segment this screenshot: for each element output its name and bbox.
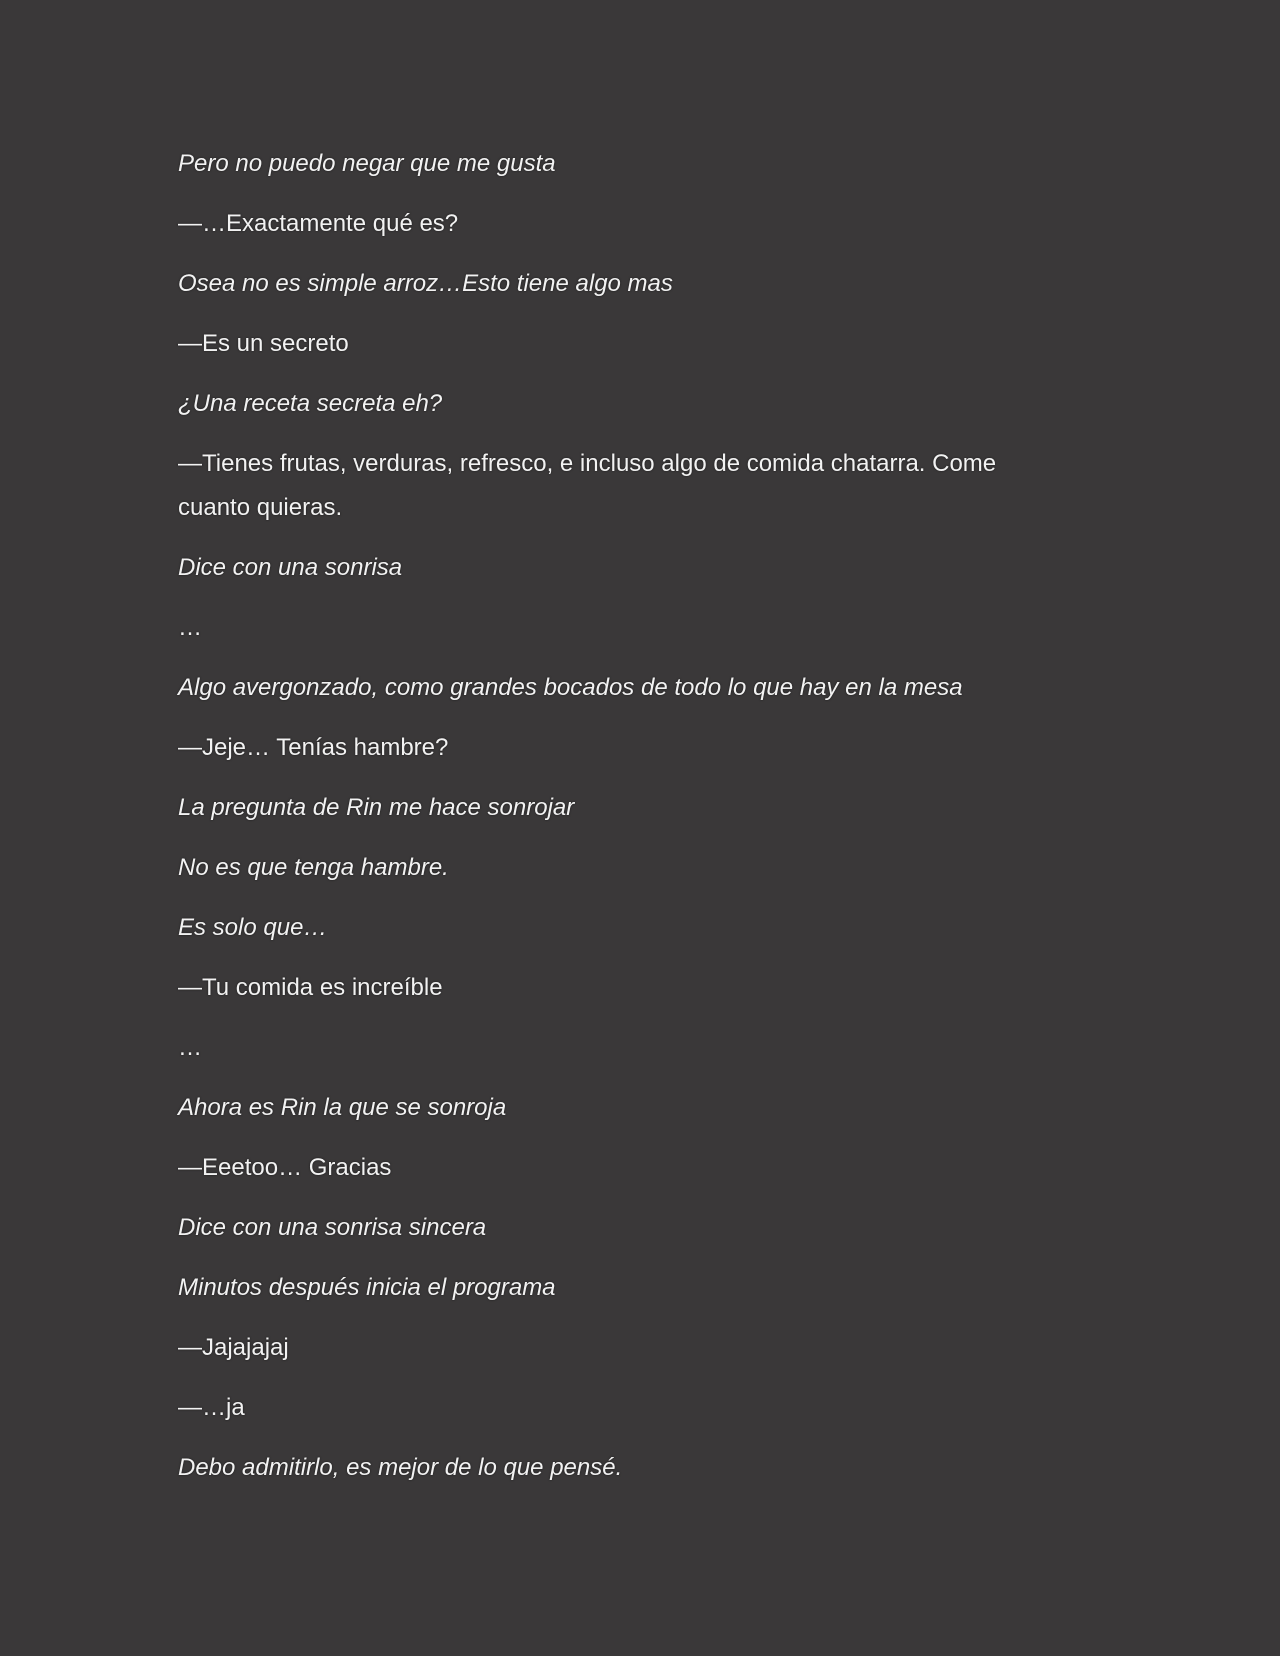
narration-line: Dice con una sonrisa xyxy=(178,554,403,581)
dialogue-line: —Tienes frutas, verduras, refresco, e incluso algo de comida chatarra. Come cuanto quieras. xyxy=(178,450,997,521)
dialogue-line: —…ja xyxy=(178,1394,245,1421)
narration-line: Osea no es simple arroz…Esto tiene algo mas xyxy=(178,270,673,297)
dialogue-line: —Jeje… Tenías hambre? xyxy=(178,734,449,761)
narration-line: La pregunta de Rin me hace sonrojar xyxy=(178,794,575,821)
dialogue-line: —…Exactamente qué es? xyxy=(178,210,459,237)
dialogue-line: —Eeetoo… Gracias xyxy=(178,1154,392,1181)
narration-line: ¿Una receta secreta eh? xyxy=(178,390,443,417)
dialogue-line: —Tu comida es increíble xyxy=(178,974,443,1001)
document-page xyxy=(178,142,1058,1506)
narration-line: No es que tenga hambre. xyxy=(178,854,449,881)
narration-line: Ahora es Rin la que se sonroja xyxy=(178,1094,507,1121)
narration-line: Pero no puedo negar que me gusta xyxy=(178,150,556,177)
narration-line: Debo admitirlo, es mejor de lo que pensé. xyxy=(178,1454,623,1481)
narration-line: Es solo que… xyxy=(178,914,328,941)
ellipsis-line: … xyxy=(178,614,202,641)
dialogue-line: —Es un secreto xyxy=(178,330,349,357)
narration-line: Minutos después inicia el programa xyxy=(178,1274,556,1301)
narration-line: Dice con una sonrisa sincera xyxy=(178,1214,487,1241)
dialogue-line: —Jajajajaj xyxy=(178,1334,289,1361)
narration-line: Algo avergonzado, como grandes bocados de todo lo que hay en la mesa xyxy=(178,674,963,701)
ellipsis-line: … xyxy=(178,1034,202,1061)
